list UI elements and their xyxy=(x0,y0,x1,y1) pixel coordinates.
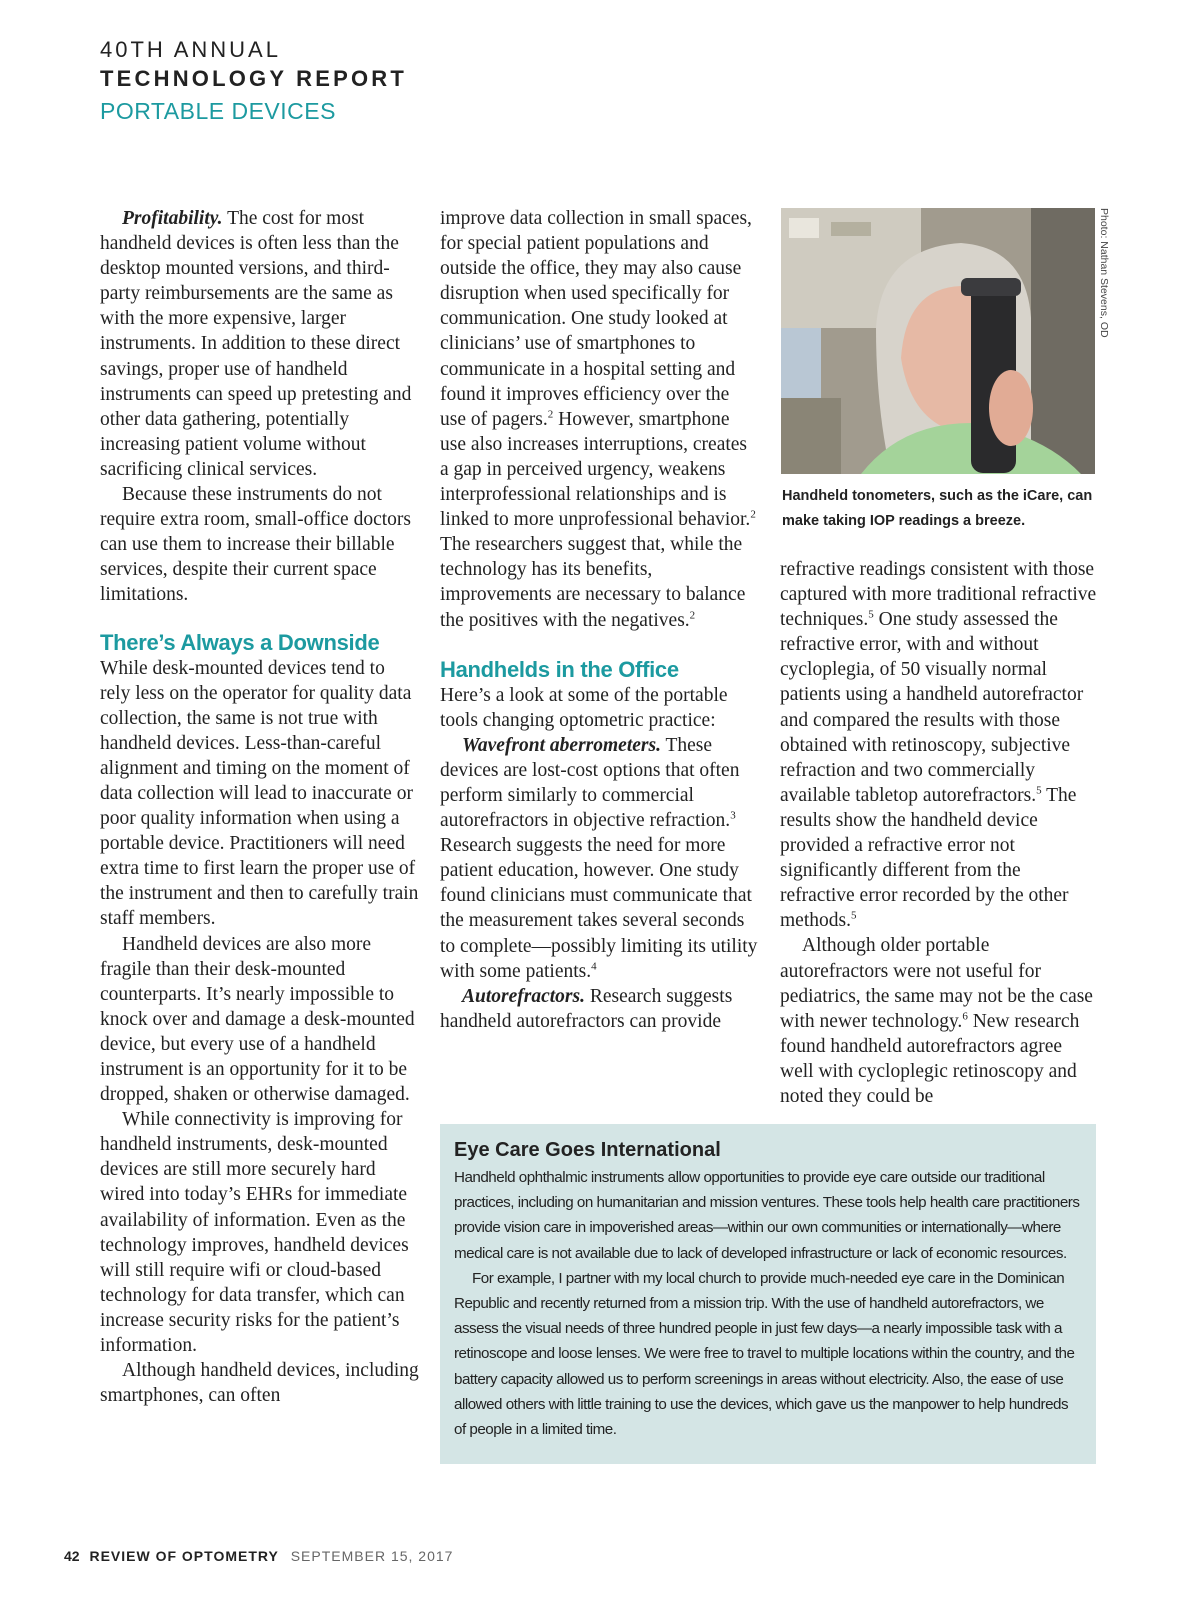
article-column-1 xyxy=(100,206,420,1408)
paragraph: Because these instruments do not require extra room, small-office doctors can use them to increase their billable services, despite their current space limitations. xyxy=(100,484,411,606)
reference-superscript: 5 xyxy=(1036,784,1042,797)
sidebar-title: Eye Care Goes International xyxy=(454,1139,721,1161)
article-column-2 xyxy=(440,206,760,1034)
reference-superscript: 5 xyxy=(850,909,857,922)
paragraph: While desk-mounted devices tend to rely less on the operator for quality data collection, the same is not true with handheld devices. Less-than-careful alignment and timing on the moment of data collection will lead to inaccurate or poor quality information when using a portable device. Practitioners will need extra time to first learn the proper use of the instrument and then to carefully train staff members. xyxy=(100,657,419,930)
paragraph: Profitability. The cost for most handheld devices is often less than the desktop mounted versions, and third-party reimbursements are the same as with the more expensive, larger instruments. In addition to these direct savings, proper use of handheld instruments can speed up pretesting and other data gathering, potentially increasing patient volume without sacrificing clinical services. xyxy=(100,208,412,480)
page-number: 42 xyxy=(64,1548,80,1564)
paragraph: Although handheld devices, including smartphones, can often xyxy=(100,1360,419,1407)
reference-superscript: 2 xyxy=(689,609,696,621)
reference-superscript: 3 xyxy=(730,809,736,822)
header-report-title: TECHNOLOGY REPORT xyxy=(100,66,408,91)
issue-date: SEPTEMBER 15, 2017 xyxy=(290,1548,454,1564)
run-in-head: Autorefractors. xyxy=(462,985,585,1007)
sidebar-box xyxy=(440,1124,1096,1464)
paragraph: Handheld devices are also more fragile than their desk-mounted counterparts. It’s nearly impossible to knock over and damage a desk-mounted device, but every use of a handheld instrument is an opportunity for it to be dropped, shaken or otherwise damaged. xyxy=(100,933,415,1106)
article-column-3 xyxy=(780,557,1100,1109)
page-footer xyxy=(64,1548,453,1564)
header-annual: 40TH ANNUAL xyxy=(100,37,281,62)
run-in-head: Profitability. xyxy=(122,208,223,229)
paragraph: refractive readings consistent with those captured with more traditional refractive techniques.$^5$ One study assessed the refractive error, with and without cycloplegia, of 50 visually normal patients using a handheld autorefractor and compared the results with those obtained with retinoscopy, subjective refraction and two commercially available tabletop autorefractors.$^5$ The results show the handheld device provided a refractive error not significantly different from the refractive error recorded by the other methods.$^5$ xyxy=(780,559,1097,932)
paragraph: Autorefractors. Research suggests handheld autorefractors can provide xyxy=(440,985,733,1032)
section-heading-handhelds: Handhelds in the Office xyxy=(440,656,679,682)
section-heading-downside: There’s Always a Downside xyxy=(100,629,380,655)
paragraph: While connectivity is improving for handheld instruments, desk-mounted devices are still more securely hard wired into today’s EHRs for immediate availability of information. Even as the technology improves, handheld devices will still require wifi or cloud-based technology for data transfer, which can increase security risks for the patient’s information. xyxy=(100,1109,409,1357)
paragraph: improve data collection in small spaces, for special patient populations and outside the office, they may also cause disruption when used specifically for communication. One study looked at clinicians’ use of smartphones to communicate in a hospital setting and found it improves efficiency over the use of pagers.$^2$ However, smartphone use also increases interruptions, creates a gap in perceived urgency, weakens interprofessional relationships and is linked to more unprofessional behavior.$^2$ The researchers suggest that, while the technology has its benefits, improvements are necessary to balance the positives with the negatives.$^2$ xyxy=(440,208,756,631)
run-in-head: Wavefront aberrometers. xyxy=(462,734,661,756)
sidebar-paragraph: Handheld ophthalmic instruments allow opportunities to provide eye care outside our traditional practices, including on humanitarian and mission ventures. These tools help health care practitioners provide vision care in impoverished areas—within our own communities or internationally—where medical care is not available due to lack of developed infrastructure or lack of economic resources. xyxy=(454,1169,1080,1262)
tonometer-photo-illustration xyxy=(781,208,1095,474)
header-section: PORTABLE DEVICES xyxy=(100,98,336,124)
sidebar-paragraph: For example, I partner with my local church to provide much-needed eye care in the Dominican Republic and recently returned from a mission trip. With the use of handheld autorefractors, we assess the visual needs of three hundred people in just few days—a nearly impossible task with a retinoscope and loose lenses. We were free to travel to multiple locations within the country, and the battery capacity allowed us to perform screenings in areas without electricity. Also, the ease of use allowed others with little training to use the devices, which gave us the manpower to help hundreds of people in a limited time. xyxy=(454,1269,1075,1439)
paragraph: Wavefront aberrometers. These devices are lost-cost options that often perform similarly to commercial autorefractors in objective refraction.$^3$ Research suggests the need for more patient education, however. One study found clinicians must communicate that the measurement takes several seconds to complete—possibly limiting its utility with some patients.$^4$ xyxy=(440,734,758,982)
report-header xyxy=(100,36,407,128)
reference-superscript: 4 xyxy=(591,960,597,973)
paragraph: Here’s a look at some of the portable tools changing optometric practice: xyxy=(440,684,728,731)
publication-name: REVIEW OF OPTOMETRY xyxy=(89,1548,279,1564)
reference-superscript: 5 xyxy=(868,608,874,621)
reference-superscript: 2 xyxy=(547,408,554,421)
paragraph: Although older portable autorefractors were not useful for pediatrics, the same may not be the case with newer technology.$^6$ New research found handheld autorefractors agree well with cycloplegic retinoscopy and noted they could be xyxy=(780,935,1093,1107)
reference-superscript: 6 xyxy=(962,1010,968,1023)
photo-credit: Photo: Nathan Stevens, OD xyxy=(1098,208,1110,338)
reference-superscript: 2 xyxy=(750,508,756,521)
tonometer-photo xyxy=(781,208,1095,474)
photo-caption: Handheld tonometers, such as the iCare, can make taking IOP readings a breeze. xyxy=(782,488,1093,529)
